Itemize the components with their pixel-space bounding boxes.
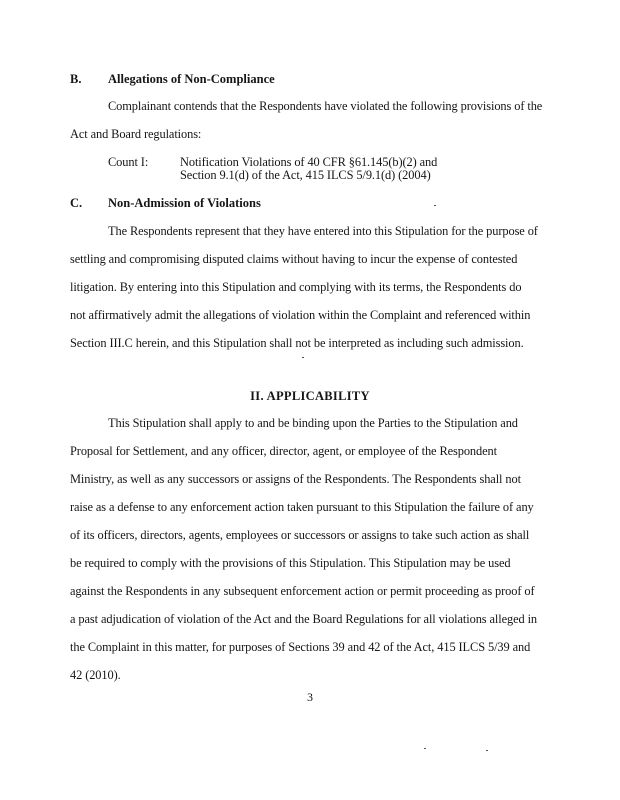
body-line: Act and Board regulations:: [70, 127, 202, 141]
section-c-title: Non-Admission of Violations: [108, 196, 261, 210]
count-label: Count I:: [108, 155, 149, 169]
body-line: Complainant contends that the Respondents have violated the following provisions of the: [108, 99, 543, 113]
count-line: Section 9.1(d) of the Act, 415 ILCS 5/9.1(d) (2004): [180, 168, 431, 182]
body-line: 42 (2010).: [70, 668, 121, 682]
scan-speck: [302, 357, 304, 358]
body-line: the Complaint in this matter, for purposes of Sections 39 and 42 of the Act, 415 ILCS 5/39 and: [70, 640, 531, 654]
scan-speck: [424, 748, 426, 749]
count-line: Notification Violations of 40 CFR §61.145(b)(2) and: [180, 155, 438, 169]
page-number: 3: [307, 690, 313, 704]
body-line: not affirmatively admit the allegations of violation within the Complaint and referenced within: [70, 308, 531, 322]
body-line: Ministry, as well as any successors or assigns of the Respondents. The Respondents shall not: [70, 472, 521, 486]
body-line: This Stipulation shall apply to and be binding upon the Parties to the Stipulation and: [108, 416, 518, 430]
body-line: raise as a defense to any enforcement action taken pursuant to this Stipulation the failure of any: [70, 500, 534, 514]
scan-speck: [434, 205, 436, 206]
body-line: a past adjudication of violation of the Act and the Board Regulations for all violations alleged in: [70, 612, 538, 626]
section-b-title: Allegations of Non-Compliance: [108, 72, 275, 86]
section-ii-title: II. APPLICABILITY: [250, 389, 370, 403]
body-line: The Respondents represent that they have entered into this Stipulation for the purpose of: [108, 224, 538, 238]
body-line: litigation. By entering into this Stipulation and complying with its terms, the Respondents do: [70, 280, 522, 294]
body-line: against the Respondents in any subsequent enforcement action or permit proceeding as proof of: [70, 584, 535, 598]
body-line: settling and compromising disputed claims without having to incur the expense of contested: [70, 252, 518, 266]
scan-speck: [486, 750, 488, 751]
section-b-letter: B.: [70, 72, 82, 86]
body-line: of its officers, directors, agents, employees or successors or assigns to take such action as shall: [70, 528, 530, 542]
section-c-letter: C.: [70, 196, 83, 210]
body-line: Section III.C herein, and this Stipulation shall not be interpreted as including such admission.: [70, 336, 524, 350]
body-line: be required to comply with the provisions of this Stipulation. This Stipulation may be used: [70, 556, 511, 570]
body-line: Proposal for Settlement, and any officer, director, agent, or employee of the Respondent: [70, 444, 497, 458]
